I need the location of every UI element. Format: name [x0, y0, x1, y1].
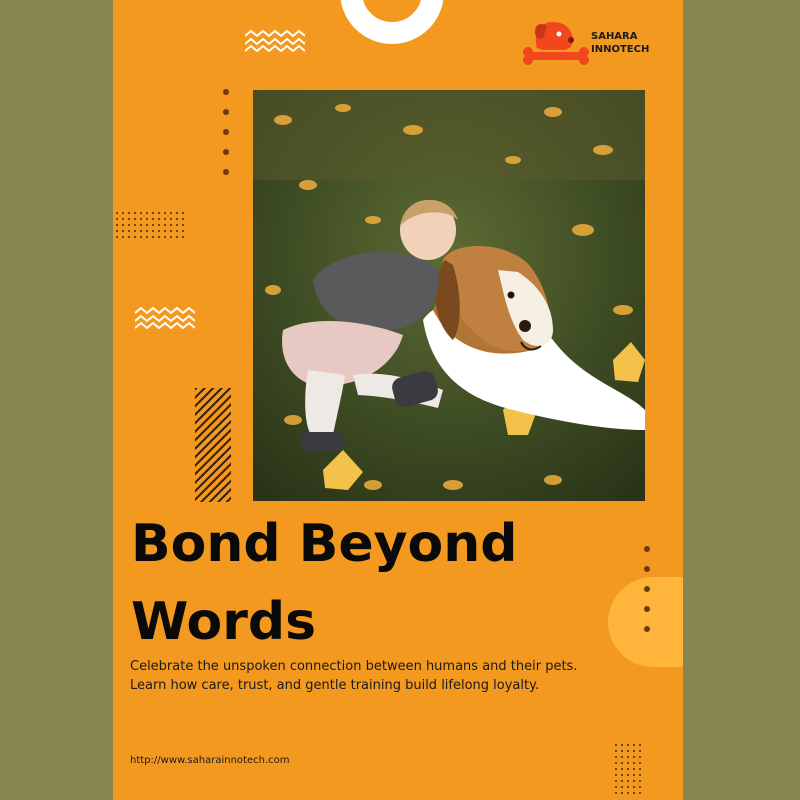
- dog-bone-icon: [523, 16, 589, 68]
- brand-name-line1: SAHARA: [591, 31, 638, 42]
- headline-line1: Bond Beyond: [131, 514, 518, 574]
- ring-decoration: [340, 0, 444, 44]
- photo-illustration: [253, 90, 645, 501]
- description: Celebrate the unspoken connection between humans and their pets. Learn how care, trust, and gentle training build lifelong loyalty.: [130, 659, 578, 693]
- headline-line2: Words: [131, 592, 317, 652]
- brand-logo: [523, 16, 653, 70]
- child-hugging-beagle-photo: [253, 90, 645, 501]
- website-link[interactable]: http://www.saharainnotech.com: [130, 755, 290, 766]
- dot-grid-left: [116, 212, 184, 238]
- zigzag-top-decoration: [245, 30, 305, 52]
- headline: [131, 505, 631, 661]
- zigzag-left-decoration: [135, 307, 195, 329]
- dots-column-right: [644, 546, 650, 646]
- hatch-decoration: [195, 388, 231, 502]
- dots-column-left: [223, 89, 229, 189]
- brand-name: [591, 30, 649, 56]
- poster: [113, 0, 683, 800]
- dot-grid-bottom-right: [615, 744, 641, 794]
- brand-name-line2: INNOTECH: [591, 44, 650, 55]
